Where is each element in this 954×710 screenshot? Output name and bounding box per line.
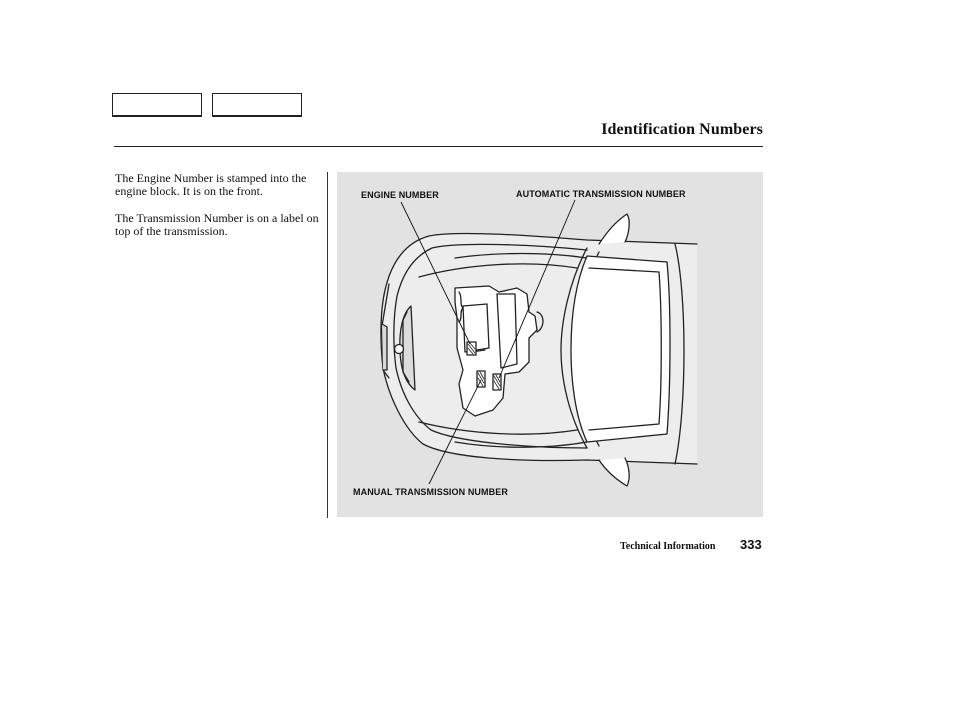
automatic-transmission-number-label: AUTOMATIC TRANSMISSION NUMBER <box>516 189 686 199</box>
column-divider <box>327 172 328 518</box>
car-top-view-illustration <box>337 172 763 517</box>
transmission-number-paragraph: The Transmission Number is on a label on top of the transmission. <box>115 211 319 238</box>
page-title: Identification Numbers <box>601 121 763 138</box>
engine-number-label: ENGINE NUMBER <box>361 190 439 200</box>
page-number: 333 <box>740 537 762 552</box>
footer-section-name: Technical Information <box>620 541 716 552</box>
nav-tab-index[interactable] <box>212 93 302 117</box>
nav-tab-contents[interactable] <box>112 93 202 117</box>
identification-figure <box>337 172 763 517</box>
manual-transmission-number-label: MANUAL TRANSMISSION NUMBER <box>353 487 508 497</box>
engine-number-paragraph: The Engine Number is stamped into the engine block. It is on the front. <box>115 171 307 198</box>
title-rule <box>114 146 763 147</box>
